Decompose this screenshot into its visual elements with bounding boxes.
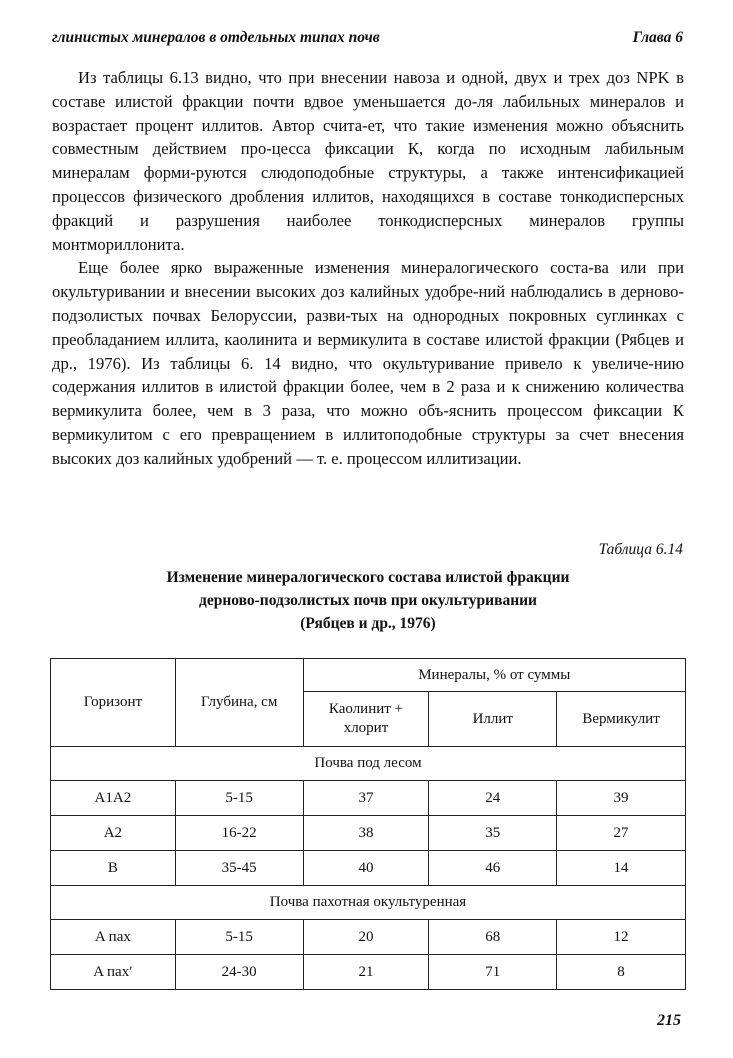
- cell-vermiculite: 14: [557, 851, 686, 886]
- table-row: [51, 851, 686, 886]
- col-illite: Иллит: [429, 692, 557, 747]
- col-vermiculite: Вермикулит: [557, 692, 686, 747]
- cell-illite: 35: [429, 816, 557, 851]
- cell-illite: 71: [429, 955, 557, 990]
- cell-depth: 5-15: [175, 920, 303, 955]
- cell-horizon: A пах: [51, 920, 176, 955]
- running-head: [52, 29, 683, 47]
- cell-depth: 16-22: [175, 816, 303, 851]
- section-row: [51, 747, 686, 781]
- table-title: [52, 566, 684, 635]
- table-row: [51, 816, 686, 851]
- table-title-line: дерново-подзолистых почв при окультуривании: [199, 592, 537, 609]
- cell-horizon: A пах′: [51, 955, 176, 990]
- cell-vermiculite: 39: [557, 781, 686, 816]
- col-kaolinite: Каолинит + хлорит: [303, 692, 429, 747]
- section-row: [51, 886, 686, 920]
- cell-kaolinite: 21: [303, 955, 429, 990]
- table-title-line: Изменение минералогического состава илистой фракции: [166, 569, 570, 586]
- cell-kaolinite: 38: [303, 816, 429, 851]
- running-head-right: Глава 6: [632, 29, 683, 46]
- col-depth: Глубина, см: [175, 659, 303, 747]
- cell-depth: 35-45: [175, 851, 303, 886]
- cell-illite: 24: [429, 781, 557, 816]
- table-header-row: [51, 659, 686, 692]
- table-title-line: (Рябцев и др., 1976): [300, 615, 436, 632]
- table-row: [51, 955, 686, 990]
- body-text: [52, 66, 684, 471]
- cell-depth: 24-30: [175, 955, 303, 990]
- running-head-left: глинистых минералов в отдельных типах почв: [52, 29, 380, 46]
- table-label: Таблица 6.14: [598, 541, 683, 558]
- cell-vermiculite: 8: [557, 955, 686, 990]
- table-row: [51, 781, 686, 816]
- cell-depth: 5-15: [175, 781, 303, 816]
- cell-kaolinite: 37: [303, 781, 429, 816]
- cell-vermiculite: 12: [557, 920, 686, 955]
- page-number: 215: [657, 1012, 681, 1029]
- cell-vermiculite: 27: [557, 816, 686, 851]
- cell-illite: 46: [429, 851, 557, 886]
- section-title: Почва под лесом: [51, 747, 686, 781]
- cell-horizon: A1A2: [51, 781, 176, 816]
- cell-kaolinite: 20: [303, 920, 429, 955]
- cell-horizon: A2: [51, 816, 176, 851]
- cell-illite: 68: [429, 920, 557, 955]
- col-horizon: Горизонт: [51, 659, 176, 747]
- paragraph: Из таблицы 6.13 видно, что при внесении навоза и одной, двух и трех доз NPK в составе илистой фракции почти вдвое уменьшается до-ля лабильных минералов и возрастает процент иллитов. Автор счита-ет, что такие изменения можно объяснить совместным действием про-цесса фиксации К, когда по исходным лабильным минералам форми-руются слюдоподобные структуры, а также интенсификацией процессов физического дробления иллитов, находящихся в составе тонкодисперсных фракций и разрушения наиболее тонкодисперсных минералов группы монтмориллонита.: [52, 68, 684, 254]
- section-title: Почва пахотная окультуренная: [51, 886, 686, 920]
- cell-kaolinite: 40: [303, 851, 429, 886]
- col-minerals: Минералы, % от суммы: [303, 659, 685, 692]
- paragraph: Еще более ярко выраженные изменения минералогического соста-ва или при окультуривании и внесении высоких доз калийных удобре-ний наблюдались в дерново- подзолистых почвах Белоруссии, разви-тых на однородных покровных суглинках с преобладанием иллита, каолинита и вермикулита в составе илистой фракции (Рябцев и др., 1976). Из таблицы 6. 14 видно, что окультуривание привело к увеличе-нию содержания иллитов в илистой фракции более, чем в 2 раза и к снижению количества вермикулита более, чем в 3 раза, что можно объ-яснить процессом фиксации К вермикулитом с его превращением в иллитоподобные структуры за счет внесения высоких доз калийных удобрений — т. е. процессом иллитизации.: [52, 258, 684, 468]
- cell-horizon: B: [51, 851, 176, 886]
- minerals-table: [50, 658, 686, 990]
- table-row: [51, 920, 686, 955]
